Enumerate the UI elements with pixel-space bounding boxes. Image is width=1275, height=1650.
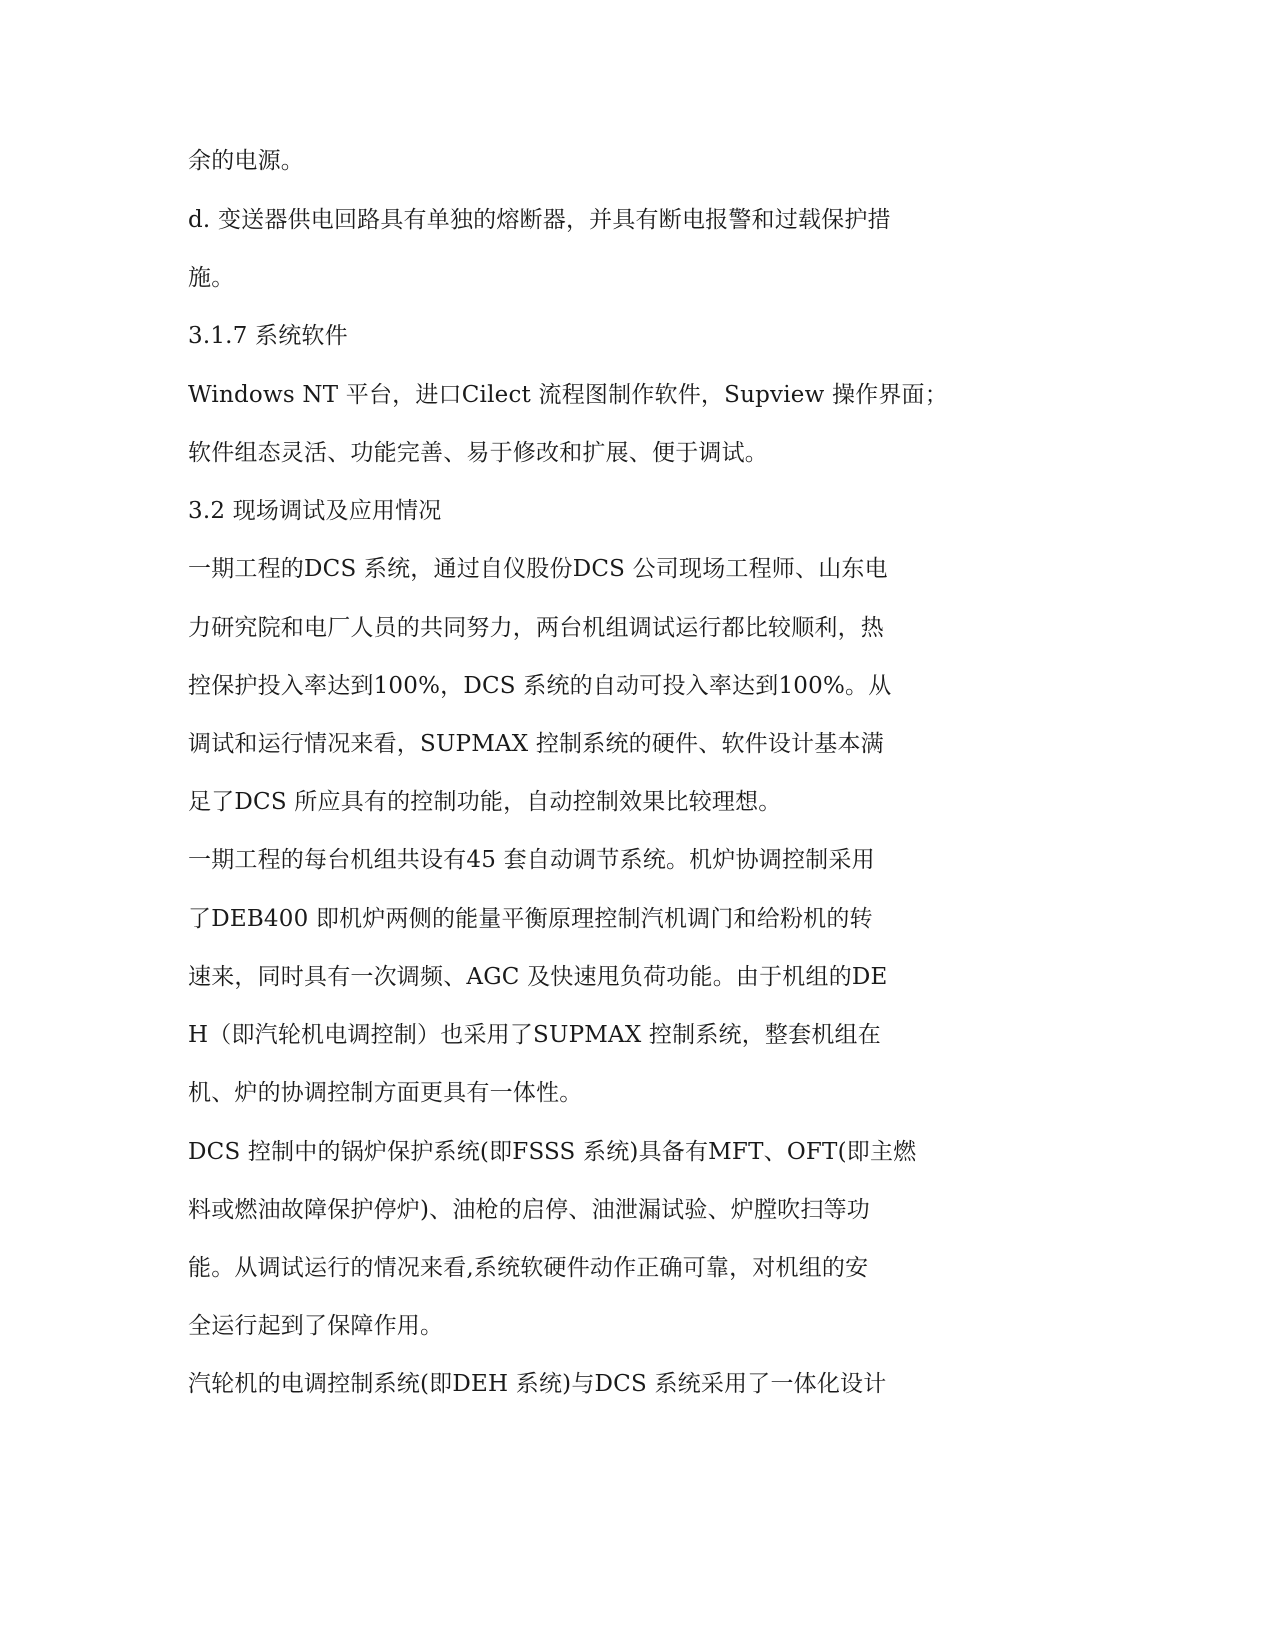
text-line: DCS 控制中的锅炉保护系统(即FSSS 系统)具备有MFT、OFT(即主燃	[188, 1139, 917, 1165]
text-line: 汽轮机的电调控制系统(即DEH 系统)与DCS 系统采用了一体化设计	[188, 1371, 887, 1397]
text-line: Windows NT 平台，进口Cilect 流程图制作软件，Supview 操作界面；	[188, 382, 948, 408]
text-line: 一期工程的DCS 系统，通过自仪股份DCS 公司现场工程师、山东电	[188, 556, 888, 582]
text-line: 足了DCS 所应具有的控制功能，自动控制效果比较理想。	[188, 789, 782, 815]
text-line: 能。从调试运行的情况来看,系统软硬件动作正确可靠，对机组的安	[188, 1255, 869, 1281]
text-line: 余的电源。	[188, 148, 304, 174]
section-heading: 3.2 现场调试及应用情况	[188, 498, 442, 524]
text-line: 全运行起到了保障作用。	[188, 1313, 444, 1339]
text-line: 施。	[188, 265, 235, 291]
text-line: 料或燃油故障保护停炉)、油枪的启停、油泄漏试验、炉膛吹扫等功	[188, 1197, 870, 1223]
text-line: H（即汽轮机电调控制）也采用了SUPMAX 控制系统，整套机组在	[188, 1022, 881, 1048]
text-line: d. 变送器供电回路具有单独的熔断器，并具有断电报警和过载保护措	[188, 207, 891, 233]
text-line: 控保护投入率达到100%，DCS 系统的自动可投入率达到100%。从	[188, 673, 892, 699]
text-line: 软件组态灵活、功能完善、易于修改和扩展、便于调试。	[188, 440, 768, 466]
text-line: 速来，同时具有一次调频、AGC 及快速甩负荷功能。由于机组的DE	[188, 964, 888, 990]
section-heading: 3.1.7 系统软件	[188, 323, 348, 349]
text-line: 力研究院和电厂人员的共同努力，两台机组调试运行都比较顺利，热	[188, 615, 884, 641]
text-line: 机、炉的协调控制方面更具有一体性。	[188, 1080, 583, 1106]
text-line: 一期工程的每台机组共设有45 套自动调节系统。机炉协调控制采用	[188, 847, 875, 873]
text-line: 了DEB400 即机炉两侧的能量平衡原理控制汽机调门和给粉机的转	[188, 906, 873, 932]
text-line: 调试和运行情况来看，SUPMAX 控制系统的硬件、软件设计基本满	[188, 731, 884, 757]
